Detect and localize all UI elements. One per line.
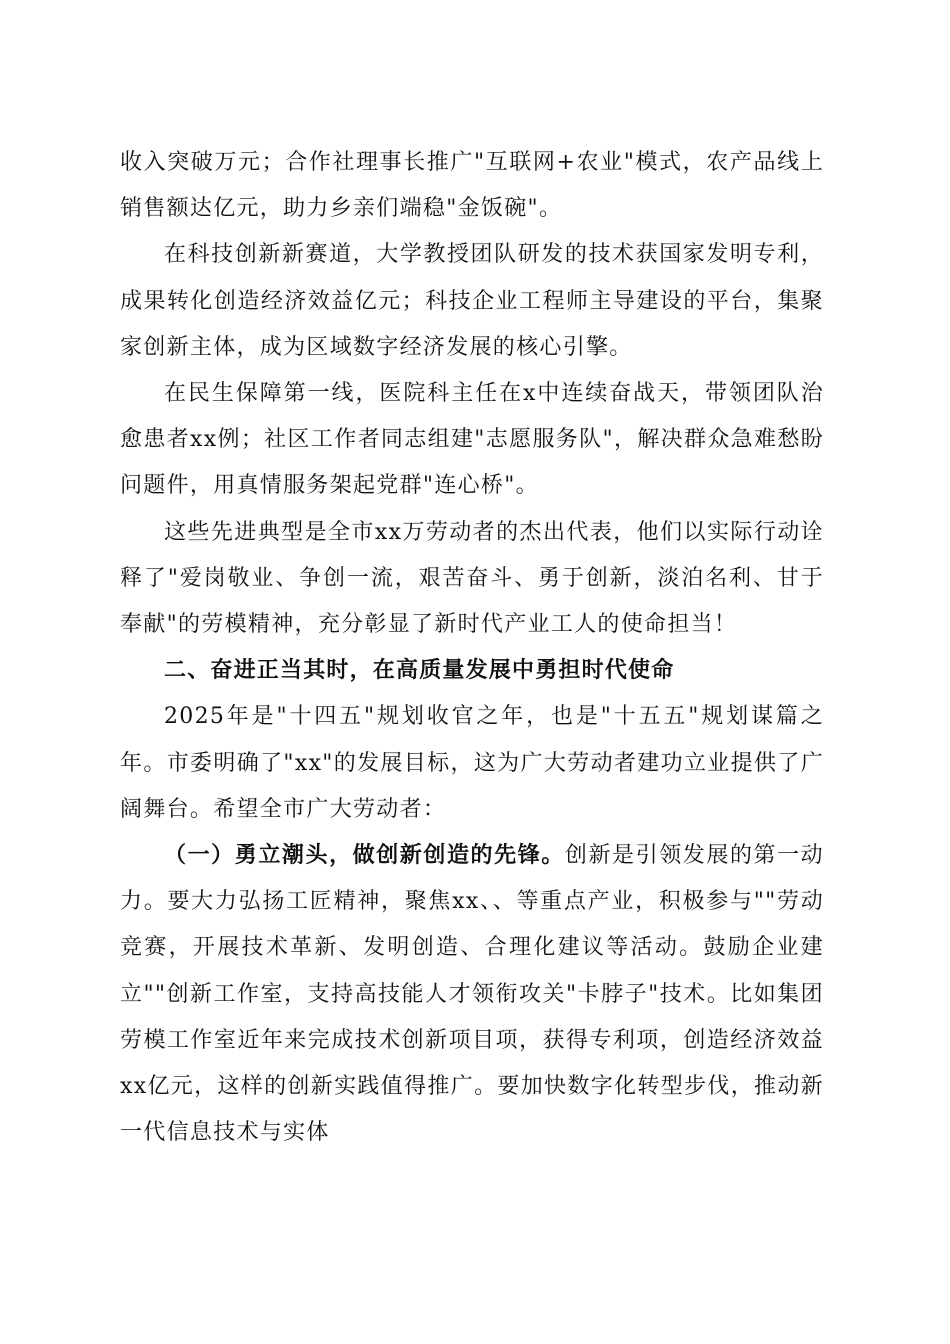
section-intro-paragraph: 2025年是"十四五"规划收官之年，也是"十五五"规划谋篇之年。市委明确了"xx"的发展目标，这为广大劳动者建功立业提供了广阔舞台。希望全市广大劳动者： (120, 704, 824, 822)
paragraph-tech-innovation: 在科技创新新赛道，大学教授团队研发的技术获国家发明专利，成果转化创造经济效益亿元；科技企业工程师主导建设的平台，集聚家创新主体，成为区域数字经济发展的核心引擎。 (120, 242, 824, 360)
subsection-lead: （一）勇立潮头，做创新创造的先锋。 (164, 843, 565, 869)
paragraph-model-workers: 这些先进典型是全市xx万劳动者的杰出代表，他们以实际行动诠释了"爱岗敬业、争创一流，艰苦奋斗、勇于创新，淡泊名利、甘于奉献"的劳模精神，充分彰显了新时代产业工人的使命担当！ (120, 519, 824, 638)
paragraph-livelihood: 在民生保障第一线，医院科主任在x中连续奋战天，带领团队治愈患者xx例；社区工作者同志组建"志愿服务队"，解决群众急难愁盼问题件，用真情服务架起党群"连心桥"。 (120, 381, 824, 499)
document-body (120, 140, 824, 1156)
subsection-text: 创新是引领发展的第一动力。要大力弘扬工匠精神，聚焦xx、、等重点产业，积极参与""劳动竞赛，开展技术革新、发明创造、合理化建议等活动。鼓励企业建立""创新工作室，支持高技能人才领衔攻关"卡脖子"技术。比如集团劳模工作室近年来完成技术创新项目项，获得专利项，创造经济效益xx亿元，这样的创新实践值得推广。要加快数字化转型步伐，推动新一代信息技术与实体 (120, 843, 824, 1146)
subsection-paragraph (120, 833, 824, 1156)
section-heading: 二、奋进正当其时，在高质量发展中勇担时代使命 (164, 658, 675, 684)
paragraph-continued: 收入突破万元；合作社理事长推广"互联网+农业"模式，农产品线上销售额达亿元，助力乡亲们端稳"金饭碗"。 (120, 150, 824, 222)
